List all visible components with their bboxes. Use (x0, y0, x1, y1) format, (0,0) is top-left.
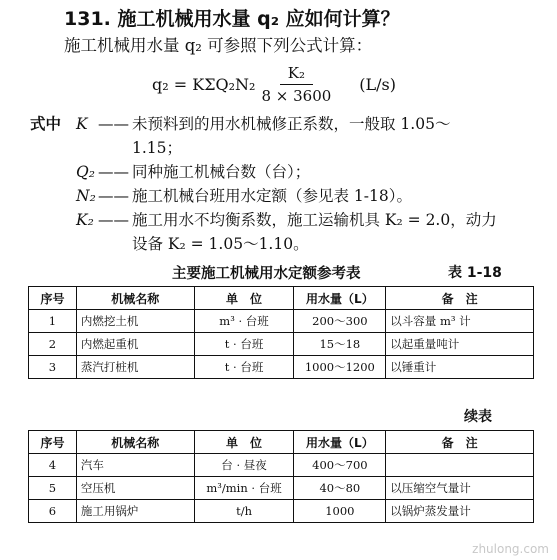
table-cell: 1000 (294, 500, 386, 523)
table-cell: 内燃挖土机 (76, 310, 194, 333)
intro-text: 施工机械用水量 q₂ 可参照下列公式计算： (64, 36, 373, 55)
table-title: 主要施工机械用水定额参考表 (172, 266, 361, 282)
definition-dash: —— (98, 115, 129, 133)
table-cell: 1000～1200 (294, 356, 386, 379)
header-cell: 用水量（L） (294, 287, 386, 310)
header-cell: 单 位 (194, 287, 294, 310)
table-header-row (29, 431, 534, 454)
table-cell: m³ · 台班 (194, 310, 294, 333)
table-cell: m³/min · 台班 (194, 477, 294, 500)
formula-unit: (L/s) (359, 75, 396, 94)
definition-text: 施工用水不均衡系数，施工运输机具 K₂ = 2.0，动力 (132, 211, 497, 229)
table-cell: 以起重量吨计 (386, 333, 534, 356)
table-cell: 40～80 (294, 477, 386, 500)
formula-fraction (261, 64, 331, 105)
table-cell: 台 · 昼夜 (194, 454, 294, 477)
table-cell: 15～18 (294, 333, 386, 356)
table-cell: 施工用锅炉 (76, 500, 194, 523)
table-cell: t/h (194, 500, 294, 523)
table-cell: 以斗容量 m³ 计 (386, 310, 534, 333)
table-cell: 1 (29, 310, 77, 333)
table-cell: t · 台班 (194, 356, 294, 379)
question-number: 131. (64, 8, 111, 30)
formula-numerator: K₂ (280, 64, 313, 85)
table-cell: 以压缩空气量计 (386, 477, 534, 500)
header-cell: 序号 (29, 287, 77, 310)
definition-symbol: K₂ (76, 211, 94, 229)
formula (152, 64, 396, 105)
table-cell: 6 (29, 500, 77, 523)
table-cell: 200～300 (294, 310, 386, 333)
header-cell: 机械名称 (76, 287, 194, 310)
definitions-label: 式中 (30, 115, 62, 133)
definition-symbol: K (76, 115, 88, 133)
table-row (29, 477, 534, 500)
table-cell: 空压机 (76, 477, 194, 500)
table-row (29, 500, 534, 523)
header-cell: 序号 (29, 431, 77, 454)
table-row (29, 310, 534, 333)
question-title (64, 4, 400, 31)
table-cell: 汽车 (76, 454, 194, 477)
header-cell: 用水量（L） (294, 431, 386, 454)
formula-lhs: q₂ = KΣQ₂N₂ (152, 75, 256, 94)
table-cell: 以锤重计 (386, 356, 534, 379)
table-cell (386, 454, 534, 477)
table-cell: 3 (29, 356, 77, 379)
header-cell: 备 注 (386, 431, 534, 454)
formula-denominator: 8 × 3600 (261, 87, 332, 105)
table-row (29, 454, 534, 477)
table-cell: t · 台班 (194, 333, 294, 356)
definition-text: 施工机械台班用水定额（参见表 1-18）。 (132, 187, 413, 205)
definition-dash: —— (98, 163, 129, 181)
definition-symbol: Q₂ (76, 163, 95, 181)
water-quota-table-continued (28, 430, 534, 523)
watermark: zhulong.com (472, 542, 549, 556)
header-cell: 单 位 (194, 431, 294, 454)
definition-text: 未预料到的用水机械修正系数，一般取 1.05～ (132, 115, 451, 133)
question-text: 施工机械用水量 q₂ 应如何计算？ (117, 8, 400, 30)
water-quota-table (28, 286, 534, 379)
table-row (29, 356, 534, 379)
table-cell: 以锅炉蒸发量计 (386, 500, 534, 523)
table-cell: 5 (29, 477, 77, 500)
definition-continuation: 1.15； (132, 139, 183, 157)
continued-table-label: 续表 (464, 409, 492, 425)
table-cell: 400～700 (294, 454, 386, 477)
definition-dash: —— (98, 211, 129, 229)
table-number: 表 1-18 (448, 265, 502, 281)
definition-dash: —— (98, 187, 129, 205)
definition-continuation: 设备 K₂ = 1.05～1.10。 (132, 235, 309, 253)
definition-symbol: N₂ (76, 187, 96, 205)
table-cell: 4 (29, 454, 77, 477)
definition-text: 同种施工机械台数（台）； (132, 163, 311, 181)
table-row (29, 333, 534, 356)
table-cell: 蒸汽打桩机 (76, 356, 194, 379)
table-cell: 2 (29, 333, 77, 356)
table-header-row (29, 287, 534, 310)
header-cell: 备 注 (386, 287, 534, 310)
table-cell: 内燃起重机 (76, 333, 194, 356)
header-cell: 机械名称 (76, 431, 194, 454)
